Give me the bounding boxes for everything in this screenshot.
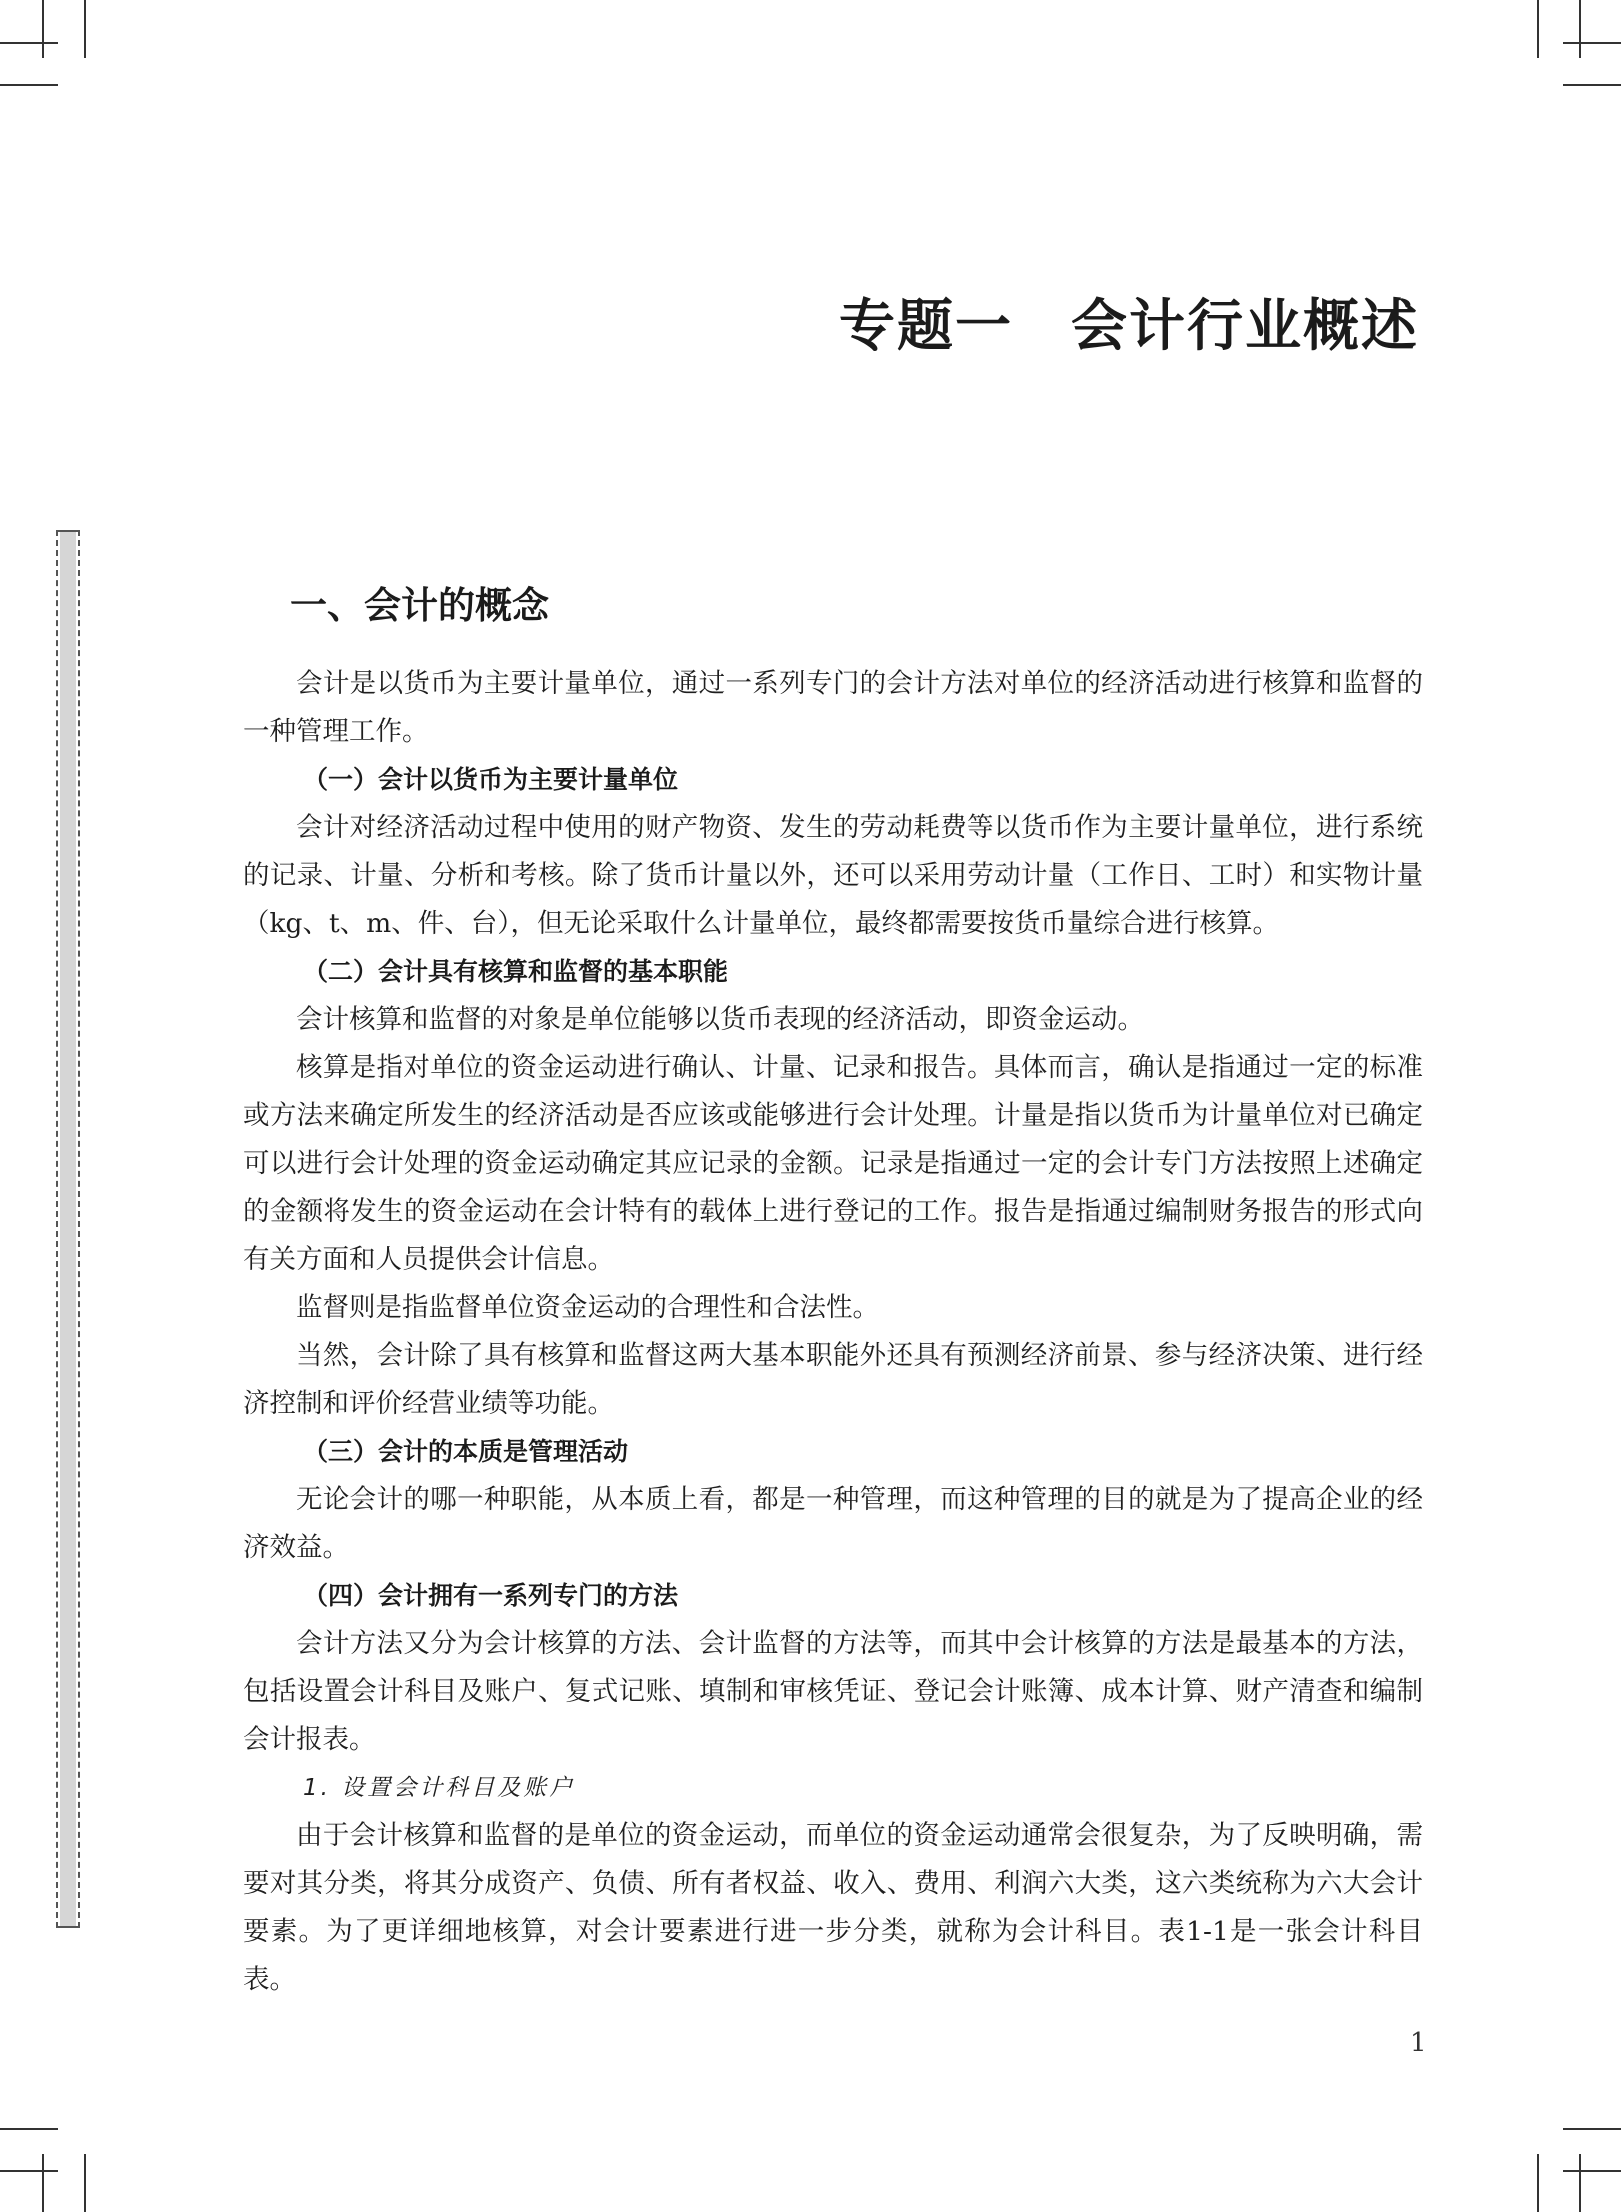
crop-mark bbox=[1579, 0, 1581, 58]
margin-decoration-bar bbox=[60, 530, 76, 1928]
crop-mark bbox=[1537, 0, 1539, 58]
subsection-heading: （二）会计具有核算和监督的基本职能 bbox=[303, 957, 729, 986]
paragraph: 会计对经济活动过程中使用的财产物资、发生的劳动耗费等以货币作为主要计量单位，进行系统的记录、计量、分析和考核。除了货币计量以外，还可以采用劳动计量（工作日、工时）和实物计量（kg、t、m、件、台），但无论采取什么计量单位，最终都需要按货币量综合进行核算。 bbox=[243, 812, 1423, 939]
sub-item-heading: 1. 设置会计科目及账户 bbox=[303, 1775, 576, 1801]
chapter-title: 专题一 会计行业概述 bbox=[839, 294, 1419, 359]
subsection-heading: （一）会计以货币为主要计量单位 bbox=[303, 765, 679, 794]
crop-mark bbox=[1563, 2170, 1621, 2172]
crop-mark bbox=[84, 0, 86, 58]
subsection-heading: （三）会计的本质是管理活动 bbox=[303, 1437, 629, 1466]
crop-mark bbox=[0, 84, 58, 86]
margin-bar-cap bbox=[56, 530, 80, 532]
crop-mark bbox=[1537, 2154, 1539, 2212]
body-text bbox=[243, 660, 1423, 2004]
crop-mark bbox=[0, 2128, 58, 2130]
page-number: 1 bbox=[1410, 2028, 1427, 2058]
paragraph: 核算是指对单位的资金运动进行确认、计量、记录和报告。具体而言，确认是指通过一定的标准或方法来确定所发生的经济活动是否应该或能够进行会计处理。计量是指以货币为计量单位对已确定可以进行会计处理的资金运动确定其应记录的金额。记录是指通过一定的会计专门方法按照上述确定的金额将发生的资金运动在会计特有的载体上进行登记的工作。报告是指通过编制财务报告的形式向有关方面和人员提供会计信息。 bbox=[243, 1052, 1423, 1275]
crop-mark bbox=[0, 42, 58, 44]
margin-bar-cap bbox=[56, 1926, 80, 1928]
paragraph: 当然，会计除了具有核算和监督这两大基本职能外还具有预测经济前景、参与经济决策、进行经济控制和评价经营业绩等功能。 bbox=[243, 1340, 1423, 1419]
crop-mark bbox=[1563, 84, 1621, 86]
crop-mark bbox=[1563, 42, 1621, 44]
crop-mark bbox=[1579, 2154, 1581, 2212]
paragraph: 会计方法又分为会计核算的方法、会计监督的方法等，而其中会计核算的方法是最基本的方法，包括设置会计科目及账户、复式记账、填制和审核凭证、登记会计账簿、成本计算、财产清查和编制会计报表。 bbox=[243, 1628, 1423, 1755]
crop-mark bbox=[1563, 2128, 1621, 2130]
section-title: 一、会计的概念 bbox=[290, 584, 549, 627]
crop-mark bbox=[0, 2170, 58, 2172]
paragraph: 无论会计的哪一种职能，从本质上看，都是一种管理，而这种管理的目的就是为了提高企业的经济效益。 bbox=[243, 1484, 1423, 1563]
subsection-heading: （四）会计拥有一系列专门的方法 bbox=[303, 1581, 679, 1610]
margin-dashed-line bbox=[56, 530, 58, 1928]
crop-mark bbox=[84, 2154, 86, 2212]
paragraph: 监督则是指监督单位资金运动的合理性和合法性。 bbox=[296, 1292, 879, 1323]
crop-mark bbox=[42, 0, 44, 58]
margin-dashed-line bbox=[78, 530, 80, 1928]
paragraph: 由于会计核算和监督的是单位的资金运动，而单位的资金运动通常会很复杂，为了反映明确，需要对其分类，将其分成资产、负债、所有者权益、收入、费用、利润六大类，这六类统称为六大会计要素。为了更详细地核算，对会计要素进行进一步分类，就称为会计科目。表1-1是一张会计科目表。 bbox=[243, 1820, 1423, 1995]
paragraph: 会计是以货币为主要计量单位，通过一系列专门的会计方法对单位的经济活动进行核算和监督的一种管理工作。 bbox=[243, 668, 1423, 747]
paragraph: 会计核算和监督的对象是单位能够以货币表现的经济活动，即资金运动。 bbox=[296, 1004, 1144, 1035]
crop-mark bbox=[42, 2154, 44, 2212]
